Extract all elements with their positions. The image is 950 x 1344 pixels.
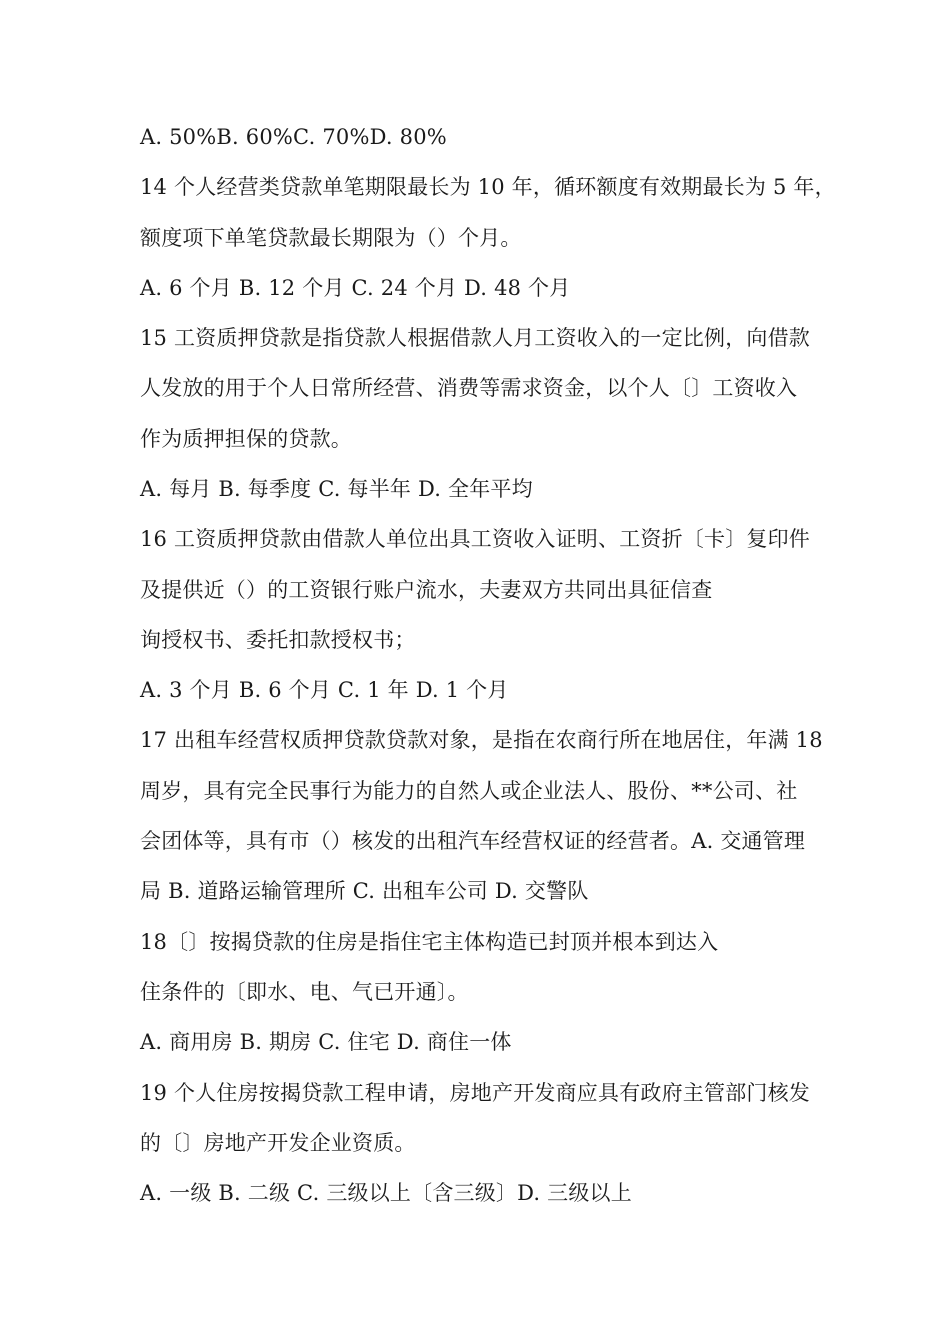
answer-options-17: 局 B. 道路运输管理所 C. 出租车公司 D. 交警队 <box>140 879 589 903</box>
question-18-line-1: 18〔〕按揭贷款的住房是指住宅主体构造已封顶并根本到达入 <box>140 930 719 954</box>
answer-options-14: A. 6 个月 B. 12 个月 C. 24 个月 D. 48 个月 <box>140 276 571 300</box>
question-19-line-2: 的〔〕房地产开发企业资质。 <box>140 1131 416 1155</box>
answer-options-13: A. 50%B. 60%C. 70%D. 80% <box>140 125 447 149</box>
question-15-line-3: 作为质押担保的贷款。 <box>140 427 352 451</box>
answer-options-15: A. 每月 B. 每季度 C. 每半年 D. 全年平均 <box>140 477 533 501</box>
question-16-line-2: 及提供近（）的工资银行账户流水，夫妻双方共同出具征信查 <box>140 578 713 602</box>
question-16-line-3: 询授权书、委托扣款授权书； <box>140 628 416 652</box>
question-16-line-1: 16 工资质押贷款由借款人单位出具工资收入证明、工资折〔卡〕复印件 <box>140 527 810 551</box>
question-14-line-1: 14 个人经营类贷款单笔期限最长为 10 年，循环额度有效期最长为 5 年， <box>140 175 836 199</box>
question-17-line-1: 17 出租车经营权质押贷款贷款对象，是指在农商行所在地居住，年满 18 <box>140 728 823 752</box>
question-15-line-2: 人发放的用于个人日常所经营、消费等需求资金，以个人〔〕工资收入 <box>140 376 798 400</box>
question-18-line-2: 住条件的〔即水、电、气已开通〕。 <box>140 980 469 1004</box>
question-17-line-3: 会团体等，具有市（）核发的出租汽车经营权证的经营者。A. 交通管理 <box>140 829 806 853</box>
question-17-line-2: 周岁，具有完全民事行为能力的自然人或企业法人、股份、**公司、社 <box>140 779 798 803</box>
question-15-line-1: 15 工资质押贷款是指贷款人根据借款人月工资收入的一定比例，向借款 <box>140 326 810 350</box>
question-14-line-2: 额度项下单笔贷款最长期限为（）个月。 <box>140 226 522 250</box>
question-19-line-1: 19 个人住房按揭贷款工程申请，房地产开发商应具有政府主管部门核发 <box>140 1081 810 1105</box>
answer-options-18: A. 商用房 B. 期房 C. 住宅 D. 商住一体 <box>140 1030 512 1054</box>
answer-options-19: A. 一级 B. 二级 C. 三级以上〔含三级〕D. 三级以上 <box>140 1181 632 1205</box>
answer-options-16: A. 3 个月 B. 6 个月 C. 1 年 D. 1 个月 <box>140 678 509 702</box>
